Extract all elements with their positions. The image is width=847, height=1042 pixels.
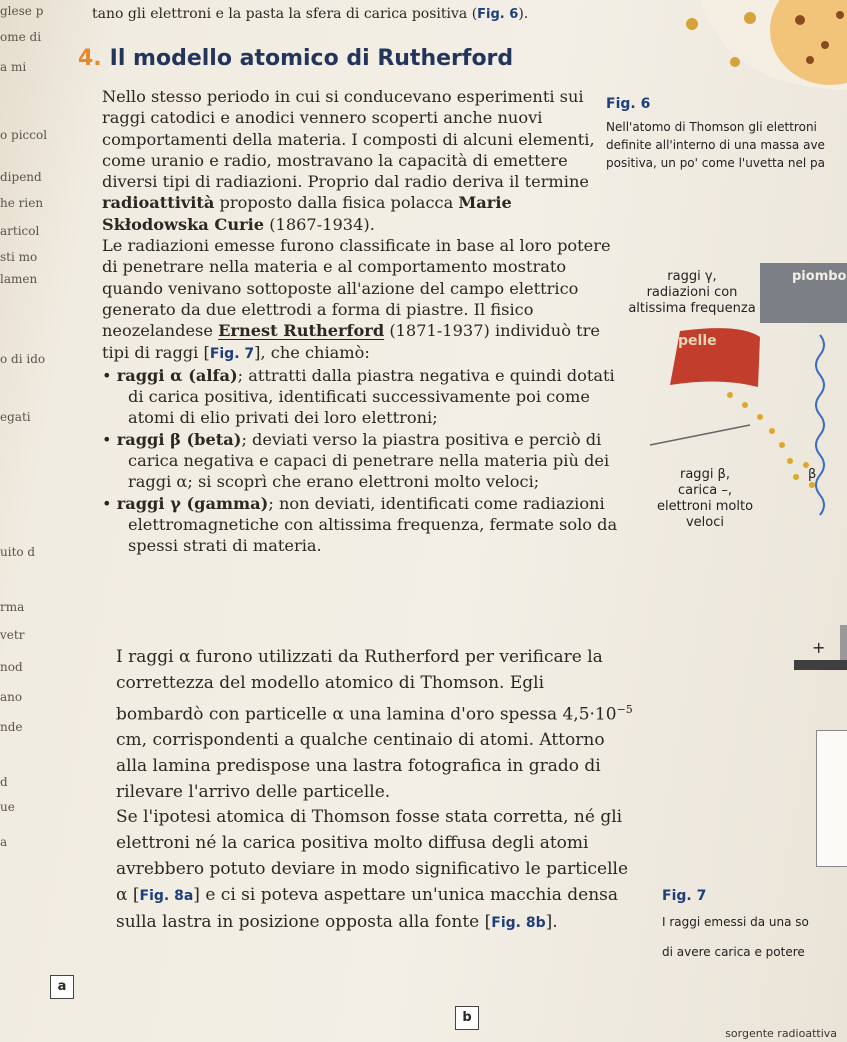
margin-fragment: ue (0, 800, 15, 814)
skin-label: pelle (678, 333, 717, 349)
margin-fragment: dipend (0, 170, 42, 184)
bullet-gamma: • raggi γ (gamma); non deviati, identificati come radiazioni elettromagnetiche con altissima frequenza, fermate solo da spessi strati di materia. (102, 493, 618, 556)
fig-7-caption-2: di avere carica e potere (662, 945, 805, 959)
fig-7-title: Fig. 7 (662, 888, 707, 904)
margin-fragment: ano (0, 690, 23, 704)
beta-symbol: β (808, 467, 817, 482)
margin-fragment: o piccol (0, 128, 48, 142)
margin-fragment: uito d (0, 545, 36, 559)
source-caption: sorgente radioattiva (725, 1027, 837, 1040)
margin-fragment: nde (0, 720, 23, 734)
fig-6-title: Fig. 6 (606, 96, 651, 112)
figure-label-a: a (50, 975, 74, 999)
margin-fragment: articol (0, 224, 40, 238)
margin-fragment: sti mo (0, 250, 38, 264)
fig-6-caption-2: definite all'interno di una massa ave (606, 138, 825, 152)
top-line: tano gli elettroni e la pasta la sfera di carica positiva (Fig. 6). (92, 6, 529, 22)
margin-fragment: d (0, 775, 8, 789)
section-number: 4. (78, 46, 102, 71)
margin-fragment: lamen (0, 272, 38, 286)
torn-margin (0, 0, 60, 1042)
margin-fragment: nod (0, 660, 23, 674)
bullet-beta: • raggi β (beta); deviati verso la piastra positiva e perciò di carica negativa e capaci di penetrare nella materia più dei raggi α; si scoprì che erano elettroni molto veloci; (102, 429, 610, 492)
hypothesis-paragraph: Se l'ipotesi atomica di Thomson fosse stata corretta, né gli elettroni né la carica positiva molto diffusa degli atomi avrebbero potuto deviare in modo significativo le particelle α [Fig. 8a] e ci si poteva aspettare un'unica macchia densa sulla lastra in posizione opposta alla fonte [Fig. 8b]. (116, 807, 629, 932)
photographic-plate (816, 730, 847, 867)
margin-fragment: a mi (0, 60, 27, 74)
fig-7-caption-1: I raggi emessi da una so (662, 915, 809, 929)
lead-label: piombo (792, 269, 847, 284)
margin-fragment: glese p (0, 4, 44, 18)
margin-fragment: rma (0, 600, 25, 614)
lower-text (116, 645, 636, 936)
section-title: Il modello atomico di Rutherford (109, 46, 514, 71)
main-text (102, 86, 622, 557)
bullet-alpha: • raggi α (alfa); attratti dalla piastra negativa e quindi dotati di carica positiva, identificati successivamente poi come atomi di elio privati dei loro elettroni; (102, 365, 615, 428)
figure-label-b: b (455, 1006, 479, 1030)
plus-sign: + (812, 638, 826, 657)
gamma-label: raggi γ, radiazioni con altissima frequenza (628, 269, 756, 316)
margin-fragment: a (0, 835, 8, 849)
intro-paragraph: Nello stesso periodo in cui si conducevano esperimenti sui raggi catodici e anodici vennero scoperti anche nuovi comportamenti della materia. I composti di alcuni elementi, come uranio e radio, mostravano la capacità di emettere diversi tipi di radiazioni. Proprio dal radio deriva il termine radioattività proposto dalla fisica polacca Marie Skłodowska Curie (1867-1934). (102, 87, 595, 234)
fig-6-caption-1: Nell'atomo di Thomson gli elettroni (606, 120, 817, 134)
margin-fragment: o di ido (0, 352, 46, 366)
beta-label: raggi β, carica –, elettroni molto veloci (656, 467, 754, 530)
margin-fragment: egati (0, 410, 31, 424)
fig-6-ref: Fig. 6 (477, 7, 519, 22)
positive-plate (794, 660, 847, 670)
plum-pudding-illustration (640, 0, 847, 95)
margin-fragment: ome di (0, 30, 42, 44)
classification-paragraph: Le radiazioni emesse furono classificate in base al loro potere di penetrare nella materia e al comportamento mostrato quando venivano sottoposte all'azione del campo elettrico generato da due elettrodi a forma di piastre. Il fisico neozelandese Ernest Rutherford (1871-1937) individuò tre tipi di raggi [Fig. 7], che chiamò: (102, 236, 611, 362)
margin-fragment: he rien (0, 196, 44, 210)
fig-6-caption-3: positiva, un po' come l'uvetta nel pa (606, 156, 825, 170)
experiment-paragraph: I raggi α furono utilizzati da Rutherford per verificare la correttezza del modello atomico di Thomson. Egli bombardò con particelle α una lamina d'oro spessa $4,5\cdot 10^{-5}$ cm, corrispondenti a qualche centinaio di atomi. Attorno alla lamina predispose una lastra fotografica in grado di rilevare l'arrivo delle particelle. (116, 647, 633, 802)
margin-fragment: vetr (0, 628, 25, 642)
section-heading (78, 46, 513, 71)
